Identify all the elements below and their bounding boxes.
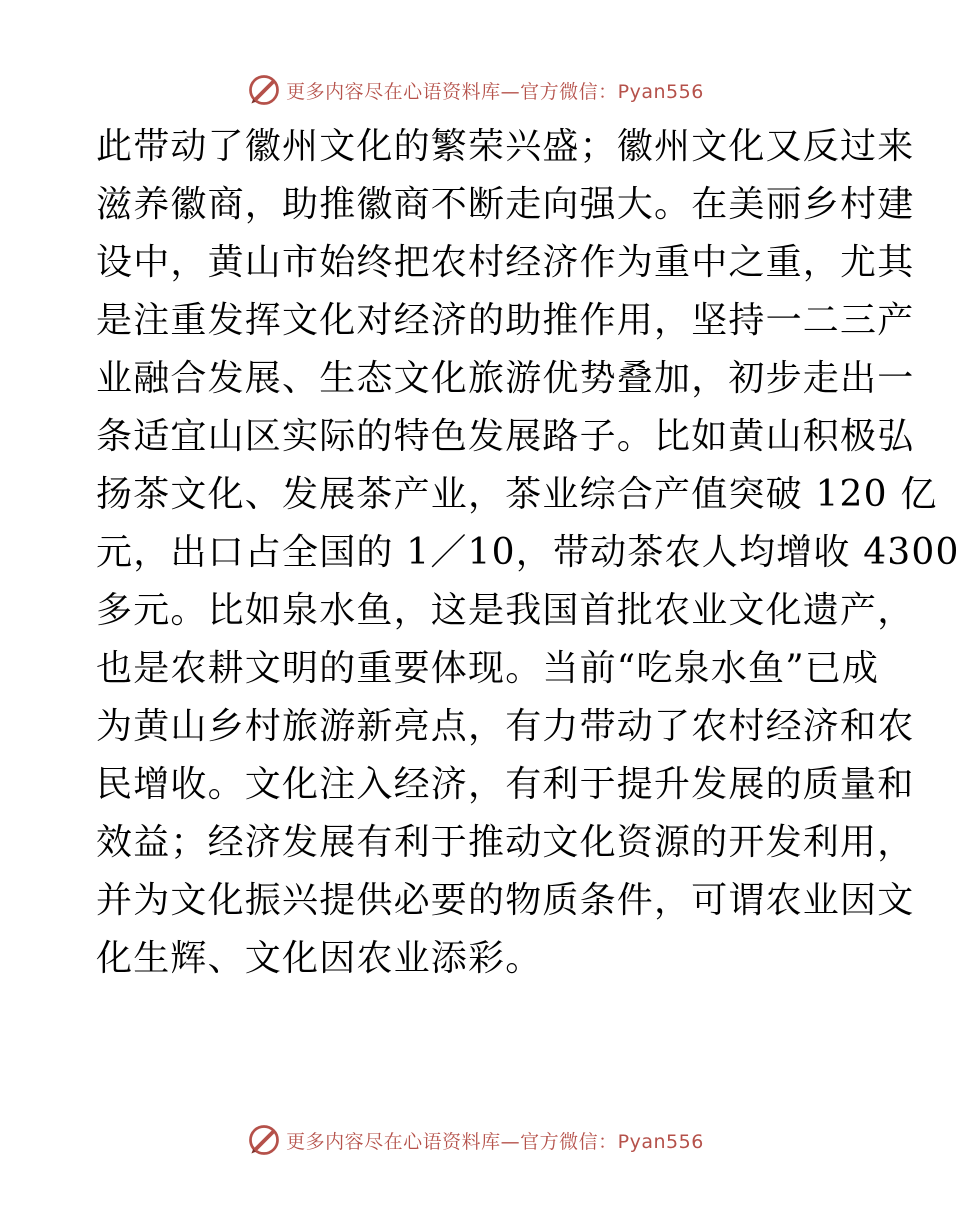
body-line: 并为文化振兴提供必要的物质条件，可谓农业因文 (96, 880, 915, 921)
document-body (96, 118, 960, 988)
body-line: 为黄山乡村旅游新亮点，有力带动了农村经济和农 (96, 706, 915, 747)
body-line: 设中，黄山市始终把农村经济作为重中之重，尤其 (96, 242, 915, 283)
body-line: 元，出口占全国的 1／10，带动茶农人均增收 4300 (96, 532, 960, 573)
header-banner-text: 更多内容尽在心语资料库—官方微信：Pyan556 (286, 80, 704, 103)
footer-banner (0, 1120, 950, 1160)
body-line: 是注重发挥文化对经济的助推作用，坚持一二三产 (96, 300, 915, 341)
body-line: 效益；经济发展有利于推动文化资源的开发利用， (96, 822, 915, 863)
header-banner (0, 70, 950, 110)
body-line: 民增收。文化注入经济，有利于提升发展的质量和 (96, 764, 915, 805)
body-line: 条适宜山区实际的特色发展路子。比如黄山积极弘 (96, 416, 915, 457)
body-line: 也是农耕文明的重要体现。当前“吃泉水鱼”已成 (96, 648, 880, 689)
body-line: 多元。比如泉水鱼，这是我国首批农业文化遗产， (96, 590, 915, 631)
footer-banner-text: 更多内容尽在心语资料库—官方微信：Pyan556 (286, 1130, 704, 1153)
body-line: 滋养徽商，助推徽商不断走向强大。在美丽乡村建 (96, 184, 915, 225)
body-line: 化生辉、文化因农业添彩。 (96, 938, 543, 979)
pen-logo-icon (246, 1122, 282, 1158)
pen-logo-icon (246, 72, 282, 108)
body-line: 业融合发展、生态文化旅游优势叠加，初步走出一 (96, 358, 915, 399)
body-line: 扬茶文化、发展茶产业，茶业综合产值突破 120 亿 (96, 474, 938, 515)
body-line: 此带动了徽州文化的繁荣兴盛；徽州文化又反过来 (96, 126, 915, 167)
